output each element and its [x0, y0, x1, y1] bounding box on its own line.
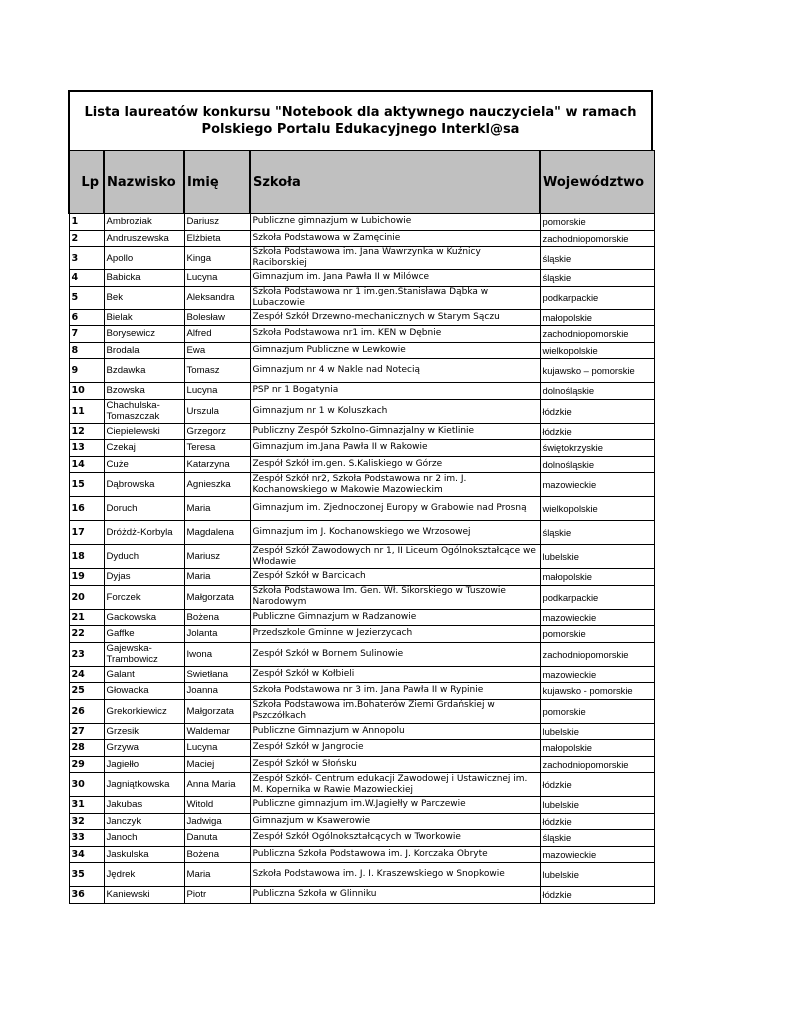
cell-szkola: Zespół Szkół nr2, Szkoła Podstawowa nr 2 im. J. Kochanowskiego w Makowie Mazowieckim — [250, 473, 540, 497]
cell-lp: 16 — [69, 497, 104, 521]
cell-imie: Danuta — [184, 830, 250, 847]
cell-imie: Magdalena — [184, 521, 250, 545]
cell-wojewodztwo: śląskie — [540, 247, 654, 270]
cell-imie: Maria — [184, 497, 250, 521]
cell-imie: Agnieszka — [184, 473, 250, 497]
cell-szkola: Szkoła Podstawowa nr 3 im. Jana Pawła II w Rypinie — [250, 683, 540, 700]
cell-lp: 26 — [69, 699, 104, 723]
cell-lp: 9 — [69, 359, 104, 383]
cell-lp: 21 — [69, 609, 104, 626]
cell-szkola: Zespół Szkół w Kołbieli — [250, 666, 540, 683]
cell-nazwisko: Jaskulska — [104, 846, 184, 863]
cell-szkola: Zespół Szkół im.gen. S.Kaliskiego w Górze — [250, 456, 540, 473]
cell-lp: 32 — [69, 813, 104, 830]
cell-wojewodztwo: lubelskie — [540, 545, 654, 569]
cell-lp: 34 — [69, 846, 104, 863]
table-row — [69, 846, 654, 863]
cell-nazwisko: Galant — [104, 666, 184, 683]
cell-wojewodztwo: pomorskie — [540, 699, 654, 723]
cell-wojewodztwo: łódzkie — [540, 887, 654, 904]
cell-wojewodztwo: śląskie — [540, 521, 654, 545]
cell-nazwisko: Jagniątkowska — [104, 773, 184, 797]
cell-wojewodztwo: wielkopolskie — [540, 497, 654, 521]
cell-imie: Witold — [184, 797, 250, 814]
table-row — [69, 773, 654, 797]
table-row — [69, 247, 654, 270]
cell-imie: Bożena — [184, 846, 250, 863]
cell-szkola: PSP nr 1 Bogatynia — [250, 383, 540, 400]
header-imie: Imię — [184, 151, 250, 214]
cell-nazwisko: Dyjas — [104, 569, 184, 586]
cell-wojewodztwo: małopolskie — [540, 740, 654, 757]
cell-imie: Bożena — [184, 609, 250, 626]
cell-lp: 1 — [69, 214, 104, 231]
cell-nazwisko: Brodala — [104, 342, 184, 359]
cell-nazwisko: Doruch — [104, 497, 184, 521]
table-row — [69, 642, 654, 666]
cell-wojewodztwo: mazowieckie — [540, 666, 654, 683]
cell-szkola: Publiczna Szkoła Podstawowa im. J. Korczaka Obryte — [250, 846, 540, 863]
cell-wojewodztwo: podkarpackie — [540, 286, 654, 309]
cell-nazwisko: Grzesik — [104, 723, 184, 740]
cell-imie: Jadwiga — [184, 813, 250, 830]
cell-wojewodztwo: zachodniopomorskie — [540, 326, 654, 343]
cell-nazwisko: Bek — [104, 286, 184, 309]
cell-wojewodztwo: dolnośląskie — [540, 456, 654, 473]
table-row — [69, 545, 654, 569]
cell-lp: 4 — [69, 270, 104, 287]
cell-szkola: Gimnazjum Publiczne w Lewkowie — [250, 342, 540, 359]
cell-lp: 17 — [69, 521, 104, 545]
cell-lp: 35 — [69, 863, 104, 887]
cell-wojewodztwo: pomorskie — [540, 214, 654, 231]
cell-imie: Lucyna — [184, 383, 250, 400]
cell-lp: 13 — [69, 440, 104, 457]
cell-szkola: Gimnazjum im J. Kochanowskiego we Wrzosowej — [250, 521, 540, 545]
table-row — [69, 830, 654, 847]
cell-imie: Tomasz — [184, 359, 250, 383]
cell-nazwisko: Bzowska — [104, 383, 184, 400]
cell-wojewodztwo: zachodniopomorskie — [540, 642, 654, 666]
cell-nazwisko: Chachulska-Tomaszczak — [104, 399, 184, 423]
cell-lp: 11 — [69, 399, 104, 423]
cell-szkola: Publiczne Gimnazjum w Radzanowie — [250, 609, 540, 626]
cell-szkola: Publiczny Zespół Szkolno-Gimnazjalny w Kietlinie — [250, 423, 540, 440]
cell-nazwisko: Gackowska — [104, 609, 184, 626]
cell-nazwisko: Grekorkiewicz — [104, 699, 184, 723]
cell-nazwisko: Jędrek — [104, 863, 184, 887]
table-row — [69, 723, 654, 740]
cell-szkola: Szkoła Podstawowa nr 1 im.gen.Stanisława Dąbka w Lubaczowie — [250, 286, 540, 309]
cell-szkola: Publiczna Szkoła w Glinniku — [250, 887, 540, 904]
cell-imie: Ewa — [184, 342, 250, 359]
cell-szkola: Gimnazjum nr 4 w Nakle nad Notecią — [250, 359, 540, 383]
cell-szkola: Zespół Szkół- Centrum edukacji Zawodowej i Ustawicznej im. M. Kopernika w Rawie Mazowieckiej — [250, 773, 540, 797]
cell-imie: Urszula — [184, 399, 250, 423]
table-row — [69, 270, 654, 287]
table-row — [69, 359, 654, 383]
cell-nazwisko: Czekaj — [104, 440, 184, 457]
table-row — [69, 473, 654, 497]
cell-lp: 29 — [69, 756, 104, 773]
cell-wojewodztwo: podkarpackie — [540, 585, 654, 609]
table-row — [69, 309, 654, 326]
cell-wojewodztwo: małopolskie — [540, 309, 654, 326]
cell-nazwisko: Jagiełło — [104, 756, 184, 773]
cell-nazwisko: Andruszewska — [104, 230, 184, 247]
table-row — [69, 440, 654, 457]
table-row — [69, 756, 654, 773]
table-row — [69, 569, 654, 586]
cell-imie: Jolanta — [184, 626, 250, 643]
cell-lp: 25 — [69, 683, 104, 700]
cell-szkola: Szkoła Podstawowa nr1 im. KEN w Dębnie — [250, 326, 540, 343]
cell-nazwisko: Gaffke — [104, 626, 184, 643]
table-row — [69, 423, 654, 440]
cell-lp: 28 — [69, 740, 104, 757]
cell-lp: 14 — [69, 456, 104, 473]
header-wojewodztwo: Województwo — [540, 151, 654, 214]
table-row — [69, 399, 654, 423]
cell-wojewodztwo: dolnośląskie — [540, 383, 654, 400]
cell-imie: Grzegorz — [184, 423, 250, 440]
cell-szkola: Gimnazjum nr 1 w Koluszkach — [250, 399, 540, 423]
table-row — [69, 383, 654, 400]
cell-szkola: Zespół Szkół w Bornem Sulinowie — [250, 642, 540, 666]
cell-wojewodztwo: świętokrzyskie — [540, 440, 654, 457]
cell-wojewodztwo: pomorskie — [540, 626, 654, 643]
cell-szkola: Zespół Szkół Drzewno-mechanicznych w Starym Sączu — [250, 309, 540, 326]
cell-lp: 24 — [69, 666, 104, 683]
cell-imie: Teresa — [184, 440, 250, 457]
cell-nazwisko: Jakubas — [104, 797, 184, 814]
cell-szkola: Szkoła Podstawowa im.Bohaterów Ziemi Grdańskiej w Pszczółkach — [250, 699, 540, 723]
cell-wojewodztwo: mazowieckie — [540, 473, 654, 497]
table-row — [69, 342, 654, 359]
cell-nazwisko: Ambroziak — [104, 214, 184, 231]
cell-szkola: Przedszkole Gminne w Jezierzycach — [250, 626, 540, 643]
cell-wojewodztwo: lubelskie — [540, 797, 654, 814]
cell-nazwisko: Bielak — [104, 309, 184, 326]
cell-imie: Kinga — [184, 247, 250, 270]
cell-lp: 15 — [69, 473, 104, 497]
cell-szkola: Gimnazjum im.Jana Pawła II w Rakowie — [250, 440, 540, 457]
cell-imie: Piotr — [184, 887, 250, 904]
table-row — [69, 813, 654, 830]
cell-imie: Waldemar — [184, 723, 250, 740]
cell-wojewodztwo: lubelskie — [540, 723, 654, 740]
table-row — [69, 683, 654, 700]
cell-lp: 2 — [69, 230, 104, 247]
cell-imie: Mariusz — [184, 545, 250, 569]
cell-imie: Aleksandra — [184, 286, 250, 309]
cell-szkola: Publiczne gimnazjum im.W.Jagiełły w Parczewie — [250, 797, 540, 814]
cell-szkola: Zespół Szkół w Słońsku — [250, 756, 540, 773]
document-title: Lista laureatów konkursu "Notebook dla aktywnego nauczyciela" w ramach Polskiego Portalu Edukacyjnego Interkl@sa — [68, 90, 653, 150]
cell-wojewodztwo: łódzkie — [540, 423, 654, 440]
cell-nazwisko: Dyduch — [104, 545, 184, 569]
cell-imie: Katarzyna — [184, 456, 250, 473]
cell-szkola: Publiczne Gimnazjum w Annopolu — [250, 723, 540, 740]
table-body — [69, 214, 654, 904]
header-lp: Lp — [69, 151, 104, 214]
cell-wojewodztwo: kujawsko – pomorskie — [540, 359, 654, 383]
cell-lp: 19 — [69, 569, 104, 586]
cell-imie: Maciej — [184, 756, 250, 773]
cell-imie: Elżbieta — [184, 230, 250, 247]
table-row — [69, 230, 654, 247]
cell-wojewodztwo: zachodniopomorskie — [540, 756, 654, 773]
cell-wojewodztwo: zachodniopomorskie — [540, 230, 654, 247]
cell-imie: Alfred — [184, 326, 250, 343]
cell-wojewodztwo: lubelskie — [540, 863, 654, 887]
cell-szkola: Szkoła Podstawowa Im. Gen. Wł. Sikorskiego w Tuszowie Narodowym — [250, 585, 540, 609]
cell-lp: 6 — [69, 309, 104, 326]
cell-lp: 30 — [69, 773, 104, 797]
cell-nazwisko: Ciepielewski — [104, 423, 184, 440]
table-row — [69, 626, 654, 643]
cell-szkola: Gimnazjum w Ksawerowie — [250, 813, 540, 830]
header-nazwisko: Nazwisko — [104, 151, 184, 214]
cell-wojewodztwo: łódzkie — [540, 399, 654, 423]
cell-imie: Joanna — [184, 683, 250, 700]
cell-lp: 36 — [69, 887, 104, 904]
table-row — [69, 609, 654, 626]
cell-lp: 5 — [69, 286, 104, 309]
cell-imie: Małgorzata — [184, 699, 250, 723]
table-row — [69, 286, 654, 309]
cell-imie: Maria — [184, 863, 250, 887]
cell-wojewodztwo: mazowieckie — [540, 846, 654, 863]
header-szkola: Szkoła — [250, 151, 540, 214]
table-row — [69, 797, 654, 814]
laureates-table — [68, 150, 655, 904]
cell-nazwisko: Kaniewski — [104, 887, 184, 904]
cell-imie: Małgorzata — [184, 585, 250, 609]
cell-szkola: Szkoła Podstawowa w Zamęcinie — [250, 230, 540, 247]
cell-lp: 8 — [69, 342, 104, 359]
cell-nazwisko: Janczyk — [104, 813, 184, 830]
cell-imie: Anna Maria — [184, 773, 250, 797]
cell-szkola: Szkoła Podstawowa im. Jana Wawrzynka w Kuźnicy Raciborskiej — [250, 247, 540, 270]
cell-nazwisko: Cuże — [104, 456, 184, 473]
cell-lp: 12 — [69, 423, 104, 440]
cell-imie: Iwona — [184, 642, 250, 666]
cell-nazwisko: Głowacka — [104, 683, 184, 700]
cell-nazwisko: Janoch — [104, 830, 184, 847]
cell-wojewodztwo: wielkopolskie — [540, 342, 654, 359]
table-row — [69, 699, 654, 723]
cell-szkola: Gimnazjum im. Zjednoczonej Europy w Grabowie nad Prosną — [250, 497, 540, 521]
cell-imie: Lucyna — [184, 270, 250, 287]
cell-imie: Dariusz — [184, 214, 250, 231]
cell-lp: 33 — [69, 830, 104, 847]
cell-nazwisko: Dąbrowska — [104, 473, 184, 497]
table-row — [69, 214, 654, 231]
table-row — [69, 666, 654, 683]
cell-szkola: Publiczne gimnazjum w Lubichowie — [250, 214, 540, 231]
table-row — [69, 740, 654, 757]
cell-szkola: Szkoła Podstawowa im. J. I. Kraszewskiego w Snopkowie — [250, 863, 540, 887]
cell-imie: Swietłana — [184, 666, 250, 683]
cell-nazwisko: Apollo — [104, 247, 184, 270]
cell-wojewodztwo: mazowieckie — [540, 609, 654, 626]
cell-wojewodztwo: kujawsko - pomorskie — [540, 683, 654, 700]
cell-nazwisko: Dróżdż-Korbyla — [104, 521, 184, 545]
cell-lp: 22 — [69, 626, 104, 643]
cell-imie: Bolesław — [184, 309, 250, 326]
cell-wojewodztwo: łódzkie — [540, 813, 654, 830]
cell-lp: 10 — [69, 383, 104, 400]
cell-lp: 7 — [69, 326, 104, 343]
table-row — [69, 497, 654, 521]
cell-wojewodztwo: łódzkie — [540, 773, 654, 797]
cell-lp: 18 — [69, 545, 104, 569]
cell-lp: 31 — [69, 797, 104, 814]
cell-lp: 23 — [69, 642, 104, 666]
table-row — [69, 456, 654, 473]
table-row — [69, 326, 654, 343]
cell-wojewodztwo: śląskie — [540, 270, 654, 287]
cell-imie: Lucyna — [184, 740, 250, 757]
cell-nazwisko: Babicka — [104, 270, 184, 287]
cell-lp: 20 — [69, 585, 104, 609]
cell-szkola: Zespół Szkół Zawodowych nr 1, II Liceum Ogólnokształcące we Włodawie — [250, 545, 540, 569]
cell-lp: 27 — [69, 723, 104, 740]
cell-szkola: Gimnazjum im. Jana Pawła II w Milówce — [250, 270, 540, 287]
table-row — [69, 887, 654, 904]
cell-nazwisko: Gajewska-Trambowicz — [104, 642, 184, 666]
table-row — [69, 521, 654, 545]
cell-imie: Maria — [184, 569, 250, 586]
table-row — [69, 585, 654, 609]
cell-szkola: Zespół Szkół w Barcicach — [250, 569, 540, 586]
cell-wojewodztwo: małopolskie — [540, 569, 654, 586]
cell-nazwisko: Borysewicz — [104, 326, 184, 343]
table-header-row — [69, 151, 654, 214]
table-row — [69, 863, 654, 887]
cell-nazwisko: Grzywa — [104, 740, 184, 757]
cell-szkola: Zespół Szkół Ogólnokształcących w Tworkowie — [250, 830, 540, 847]
cell-wojewodztwo: śląskie — [540, 830, 654, 847]
cell-nazwisko: Forczek — [104, 585, 184, 609]
cell-lp: 3 — [69, 247, 104, 270]
cell-nazwisko: Bzdawka — [104, 359, 184, 383]
cell-szkola: Zespół Szkół w Jangrocie — [250, 740, 540, 757]
